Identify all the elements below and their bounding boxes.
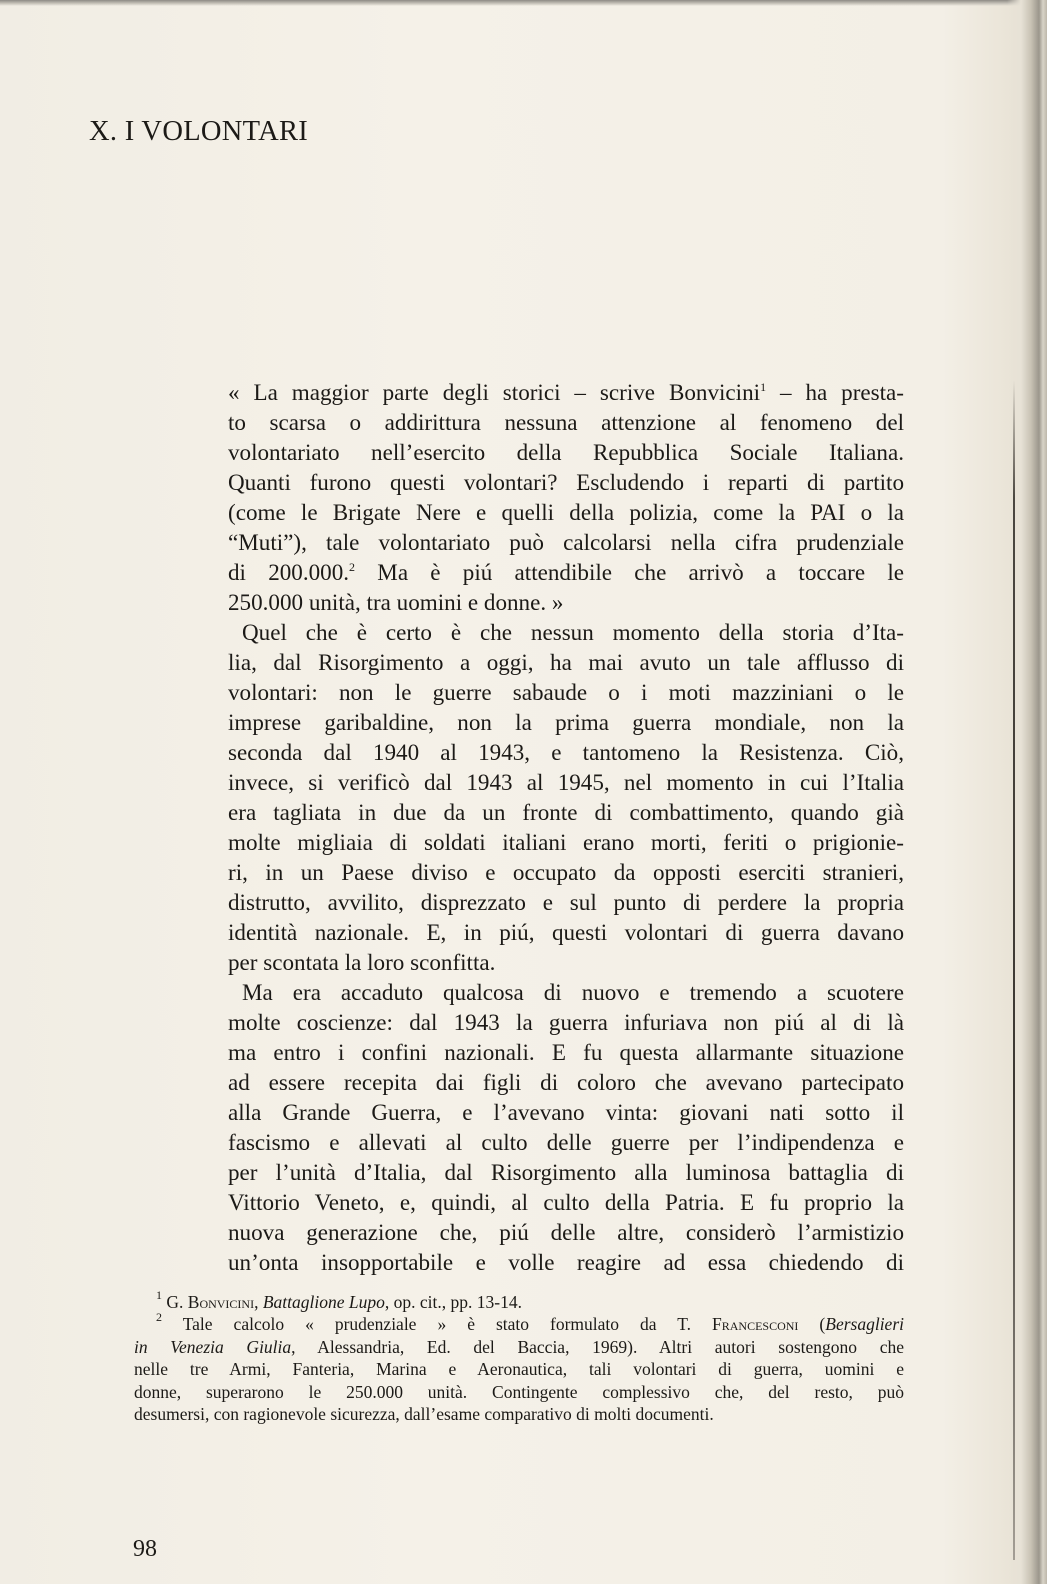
- quote-line: volontariato nell’esercito della Repubblica Sociale Italiana.: [228, 439, 904, 465]
- quote-line: di 200.000.$^2$ Ma è piú attendibile che arrivò a toccare le: [228, 559, 904, 585]
- footnote-mark: 1: [156, 1288, 162, 1302]
- paragraph-line: lia, dal Risorgimento a oggi, ha mai avuto un tale afflusso di: [228, 649, 904, 675]
- footnotes: [134, 1288, 904, 1425]
- paragraph-line: invece, si verificò dal 1943 al 1945, nel momento in cui l’Italia: [228, 769, 904, 795]
- paragraph-line: ad essere recepita dai figli di coloro che avevano partecipato: [228, 1069, 904, 1095]
- footnote-title: Bersaglieri: [825, 1314, 904, 1335]
- footnote-line: nelle tre Armi, Fanteria, Marina e Aeronautica, tali volontari di guerra, uomini e: [134, 1359, 904, 1380]
- footnote-ref-2[interactable]: 2: [349, 560, 356, 574]
- paragraph-line: un’onta insopportabile e volle reagire ad essa chiedendo di: [228, 1249, 904, 1275]
- paragraph-line: molte migliaia di soldati italiani erano morti, feriti o prigionie-: [228, 829, 904, 855]
- quote-line: « La maggior parte degli storici – scrive Bonvicini$^1$ – ha presta-: [228, 379, 904, 405]
- paragraph-line: era tagliata in due da un fronte di combattimento, quando già: [228, 799, 904, 825]
- footnote-2: $^2$ Tale calcolo « prudenziale » è stato formulato da T. Francesconi (Bersaglieri: [156, 1310, 904, 1335]
- top-edge-shadow: [0, 0, 1047, 6]
- body-text: [228, 377, 904, 1277]
- quote-line: 250.000 unità, tra uomini e donne. »: [228, 589, 564, 615]
- paragraph-line: ma entro i confini nazionali. E fu questa allarmante situazione: [228, 1039, 904, 1065]
- footnote-line: donne, superarono le 250.000 unità. Contingente complessivo che, del resto, può: [134, 1381, 904, 1402]
- paragraph-line: molte coscienze: dal 1943 la guerra infuriava non piú al di là: [228, 1009, 904, 1035]
- paragraph-line: Quel che è certo è che nessun momento della storia d’Ita-: [242, 619, 904, 645]
- quote-line: “Muti”), tale volontariato può calcolarsi nella cifra prudenziale: [228, 529, 904, 555]
- quote-line: to scarsa o addirittura nessuna attenzione al fenomeno del: [228, 409, 904, 435]
- footnote-author: Francesconi: [712, 1314, 799, 1335]
- quote-line: Quanti furono questi volontari? Escludendo i reparti di partito: [228, 469, 904, 495]
- paragraph-line: nuova generazione che, piú delle altre, considerò l’armistizio: [228, 1219, 904, 1245]
- paragraph-line: per scontata la loro sconfitta.: [228, 949, 496, 975]
- footnote-line: desumersi, con ragionevole sicurezza, dall’esame comparativo di molti documenti.: [134, 1403, 714, 1424]
- footnote-mark: 2: [156, 1310, 162, 1325]
- paragraph-line: fascismo e allevati al culto delle guerre per l’indipendenza e: [228, 1129, 904, 1155]
- footnote-1: $^1$ G. Bonvicini, Battaglione Lupo, op. cit., pp. 13-14.: [156, 1288, 522, 1312]
- chapter-title: X. I VOLONTARI: [89, 116, 309, 147]
- paragraph-line: alla Grande Guerra, e l’avevano vinta: giovani nati sotto il: [228, 1099, 904, 1125]
- paragraph-line: per l’unità d’Italia, dal Risorgimento alla luminosa battaglia di: [228, 1159, 904, 1185]
- spine-edge-line: [1013, 380, 1015, 1560]
- paragraph-line: Ma era accaduto qualcosa di nuovo e tremendo a scuotere: [242, 979, 904, 1005]
- paragraph-line: volontari: non le guerre sabaude o i moti mazziniani o le: [228, 679, 904, 705]
- paragraph-line: seconda dal 1940 al 1943, e tantomeno la Resistenza. Ciò,: [228, 739, 904, 765]
- paragraph-line: ri, in un Paese diviso e occupato da opposti eserciti stranieri,: [228, 859, 904, 885]
- footnote-author: Bonvicini: [187, 1292, 255, 1312]
- footnote-title: in Venezia Giulia: [134, 1336, 292, 1357]
- paragraph-line: Vittorio Veneto, e, quindi, al culto della Patria. E fu proprio la: [228, 1189, 904, 1215]
- footnote-title: Battaglione Lupo: [262, 1292, 385, 1312]
- page-number: 98: [133, 1536, 157, 1562]
- paragraph-line: imprese garibaldine, non la prima guerra mondiale, non la: [228, 709, 904, 735]
- quote-line: (come le Brigate Nere e quelli della polizia, come la PAI o la: [228, 499, 904, 525]
- paragraph-line: identità nazionale. E, in piú, questi volontari di guerra davano: [228, 919, 904, 945]
- footnote-ref-1[interactable]: 1: [760, 380, 767, 394]
- paragraph-line: distrutto, avvilito, disprezzato e sul punto di perdere la propria: [228, 889, 904, 915]
- footnote-line: in Venezia Giulia, Alessandria, Ed. del Baccia, 1969). Altri autori sostengono che: [134, 1336, 904, 1357]
